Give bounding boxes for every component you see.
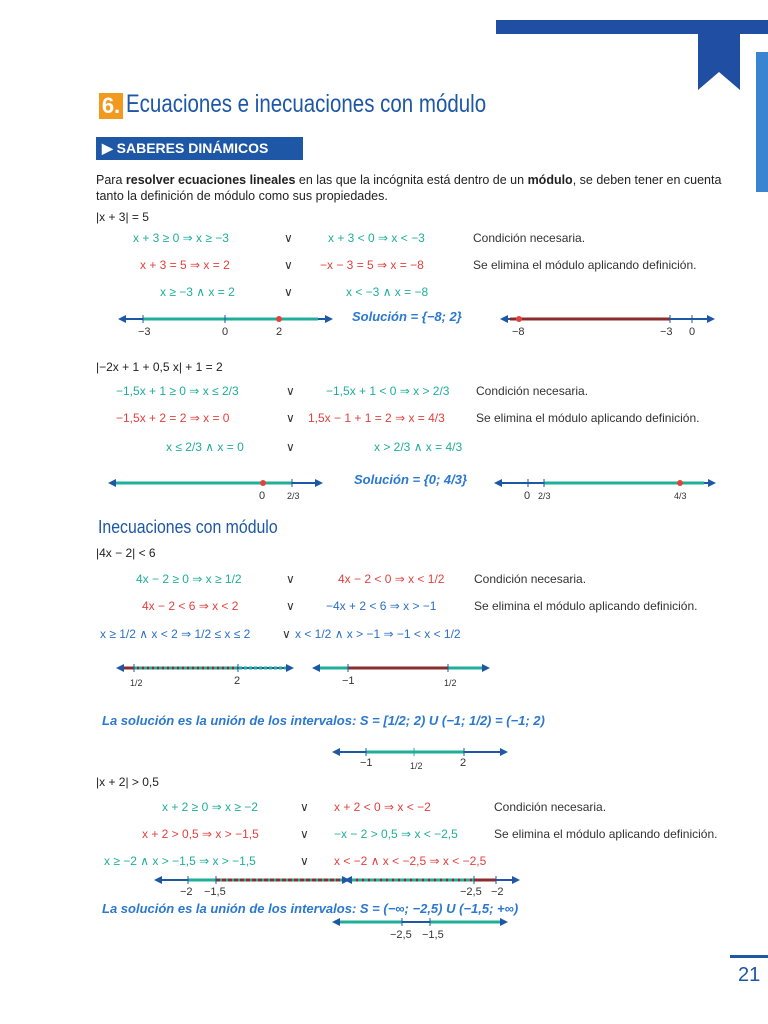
ex3-row1-left: 4x − 2 ≥ 0 ⇒ x ≥ 1/2 <box>136 572 242 586</box>
ex3-number-line-union <box>332 743 508 777</box>
ex2-number-line-left <box>108 474 323 510</box>
ex2-row2-or: ∨ <box>286 411 295 425</box>
ex3-number-line-right <box>312 659 490 695</box>
tick-label: −2,5 <box>390 929 412 941</box>
tick-label: 0 <box>259 490 266 502</box>
ex4-row3-or: ∨ <box>300 854 309 868</box>
ex3-row2-right: −4x + 2 < 6 ⇒ x > −1 <box>326 599 437 613</box>
ex3-union: La solución es la unión de los intervalos: S = [1/2; 2) U (−1; 1/2) = (−1; 2) <box>102 713 545 728</box>
ex1-row2-right: −x − 3 = 5 ⇒ x = −8 <box>320 258 424 272</box>
tick-label: 2 <box>460 757 467 769</box>
tick-label: −2 <box>180 886 193 898</box>
ex3-row2-or: ∨ <box>286 599 295 613</box>
tick-label: −1,5 <box>422 929 444 941</box>
ex1-number-line-left <box>118 310 333 338</box>
ex3-row2-left: 4x − 2 < 6 ⇒ x < 2 <box>142 599 239 613</box>
ex1-row3-left: x ≥ −3 ∧ x = 2 <box>160 285 235 299</box>
subheading: Inecuaciones con módulo <box>98 517 278 537</box>
ex4-row1-left: x + 2 ≥ 0 ⇒ x ≥ −2 <box>162 800 258 814</box>
ex4-row3-right: x < −2 ∧ x < −2,5 ⇒ x < −2,5 <box>334 854 487 868</box>
ex1-number-line-right <box>500 310 715 338</box>
ex3-row1-note: Condición necesaria. <box>474 572 587 586</box>
ex3-equation: |4x − 2| < 6 <box>96 546 156 560</box>
ex1-row2-left: x + 3 = 5 ⇒ x = 2 <box>140 258 230 272</box>
ex3-row2-note: Se elimina el módulo aplicando definición. <box>474 599 698 613</box>
saberes-banner: ▶ SABERES DINÁMICOS <box>96 137 303 160</box>
ex4-row2-left: x + 2 > 0,5 ⇒ x > −1,5 <box>142 827 259 841</box>
ex2-row1-left: −1,5x + 1 ≥ 0 ⇒ x ≤ 2/3 <box>116 384 239 398</box>
tick-label: −2,5 <box>460 886 482 898</box>
ex2-solution: Solución = {0; 4/3} <box>354 472 468 487</box>
ex3-row3-right: x < 1/2 ∧ x > −1 ⇒ −1 < x < 1/2 <box>295 627 461 641</box>
ex1-row2-or: ∨ <box>284 258 293 272</box>
section-title: Ecuaciones e inecuaciones con módulo <box>126 90 487 118</box>
ex2-row3-right: x > 2/3 ∧ x = 4/3 <box>374 440 463 454</box>
ex4-row1-right: x + 2 < 0 ⇒ x < −2 <box>334 800 431 814</box>
ex3-row3-or: ∨ <box>282 627 291 641</box>
ex1-row2-note: Se elimina el módulo aplicando definición. <box>473 258 697 272</box>
tick-label: 0 <box>222 326 229 338</box>
ex2-equation: |−2x + 1 + 0,5 x| + 1 = 2 <box>96 360 223 374</box>
ex2-number-line-right <box>494 474 716 510</box>
ex2-row3-left: x ≤ 2/3 ∧ x = 0 <box>166 440 244 454</box>
tick-label: −3 <box>138 326 151 338</box>
ex1-row3-or: ∨ <box>284 285 293 299</box>
page-number-rule <box>730 955 768 958</box>
tick-label: −3 <box>660 326 673 338</box>
ex4-number-line-union <box>332 913 508 943</box>
ex2-row1-right: −1,5x + 1 < 0 ⇒ x > 2/3 <box>326 384 450 398</box>
ex4-number-line-right <box>344 871 520 899</box>
ex2-row1-or: ∨ <box>286 384 295 398</box>
ex3-row1-or: ∨ <box>286 572 295 586</box>
ex2-row3-or: ∨ <box>286 440 295 454</box>
tick-label: 0 <box>524 490 531 502</box>
ex4-row1-note: Condición necesaria. <box>494 800 607 814</box>
ex3-row3-left: x ≥ 1/2 ∧ x < 2 ⇒ 1/2 ≤ x ≤ 2 <box>100 627 251 641</box>
ex4-row2-note: Se elimina el módulo aplicando definición. <box>494 827 718 841</box>
tick-label: 1/2 <box>130 678 143 688</box>
tick-label: 0 <box>689 326 696 338</box>
tick-label: 1/2 <box>410 761 423 771</box>
tick-label: 2 <box>276 326 283 338</box>
page-number: 21 <box>738 964 761 986</box>
ex1-row3-right: x < −3 ∧ x = −8 <box>346 285 429 299</box>
ex4-number-line-left <box>154 871 350 899</box>
tick-label: −8 <box>512 326 525 338</box>
ex4-row2-or: ∨ <box>300 827 309 841</box>
tick-label: 2 <box>234 675 241 687</box>
tick-label: −2 <box>491 886 504 898</box>
ex2-row2-note: Se elimina el módulo aplicando definición. <box>476 411 700 425</box>
section-number: 6. <box>99 93 123 119</box>
tick-label: 1/2 <box>444 678 457 688</box>
bookmark-icon <box>698 20 740 90</box>
ex1-solution: Solución = {−8; 2} <box>352 309 462 324</box>
ex4-row1-or: ∨ <box>300 800 309 814</box>
tick-label: 2/3 <box>287 491 300 501</box>
ex2-row1-note: Condición necesaria. <box>476 384 589 398</box>
ex3-row1-right: 4x − 2 < 0 ⇒ x < 1/2 <box>338 572 445 586</box>
ex2-row2-left: −1,5x + 2 = 2 ⇒ x = 0 <box>116 411 230 425</box>
ex4-union: La solución es la unión de los intervalos: S = (−∞; −2,5) U (−1,5; +∞) <box>102 901 519 916</box>
tick-label: 4/3 <box>674 491 687 501</box>
ex4-row2-right: −x − 2 > 0,5 ⇒ x < −2,5 <box>334 827 458 841</box>
ex1-row1-left: x + 3 ≥ 0 ⇒ x ≥ −3 <box>133 231 229 245</box>
ex1-equation: |x + 3| = 5 <box>96 210 149 224</box>
ex4-row3-left: x ≥ −2 ∧ x > −1,5 ⇒ x > −1,5 <box>104 854 256 868</box>
ex1-row1-or: ∨ <box>284 231 293 245</box>
tick-label: −1,5 <box>204 886 226 898</box>
ex4-equation: |x + 2| > 0,5 <box>96 775 159 789</box>
ex1-row1-right: x + 3 < 0 ⇒ x < −3 <box>328 231 425 245</box>
tick-label: 2/3 <box>538 491 551 501</box>
tick-label: −1 <box>360 757 373 769</box>
ex2-row2-right: 1,5x − 1 + 1 = 2 ⇒ x = 4/3 <box>308 411 445 425</box>
ex3-number-line-left <box>116 659 294 695</box>
side-tab <box>756 52 768 192</box>
ex1-row1-note: Condición necesaria. <box>473 231 586 245</box>
intro-paragraph: Para resolver ecuaciones lineales en las que la incógnita está dentro de un módulo, se deben tener en cuenta tanto la definición de módulo como sus propiedades. <box>96 173 722 203</box>
tick-label: −1 <box>342 675 355 687</box>
